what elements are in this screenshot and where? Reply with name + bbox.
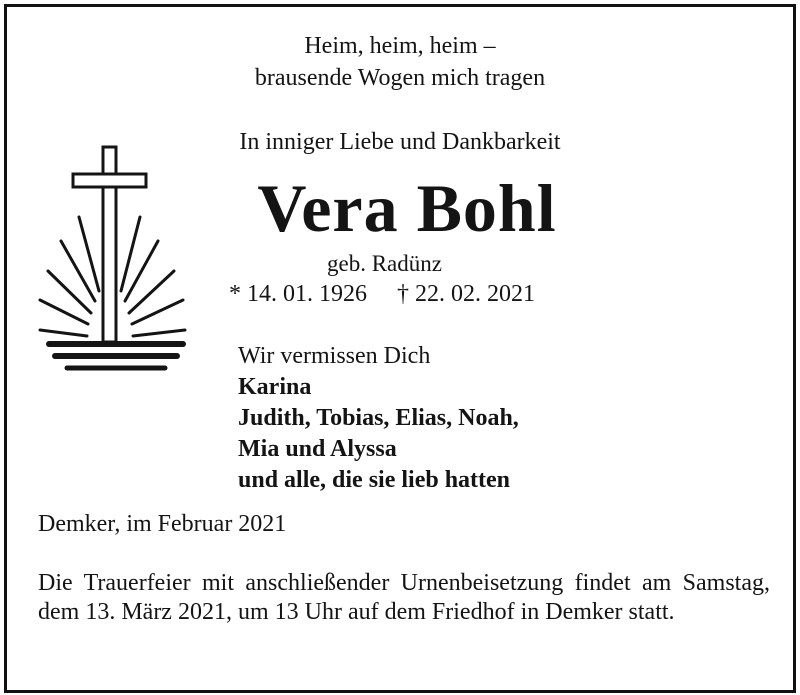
mourner-line: Judith, Tobias, Elias, Noah,: [238, 405, 519, 431]
poem-line-2: brausende Wogen mich tragen: [254, 65, 546, 91]
poem-line-1: Heim, heim, heim –: [304, 33, 496, 59]
dedication-line: In inniger Liebe und Dankbarkeit: [239, 129, 561, 155]
mourners-intro: Wir vermissen Dich: [238, 343, 431, 369]
mourner-line: Mia und Alyssa: [238, 436, 397, 462]
deceased-name: Vera Bohl: [257, 170, 557, 246]
obituary-notice: [4, 4, 796, 693]
maiden-name: geb. Radünz: [327, 251, 442, 276]
mourner-line: und alle, die sie lieb hatten: [238, 467, 511, 493]
life-dates: [229, 281, 535, 308]
mourner-line: Karina: [238, 374, 312, 400]
mourners-block: [238, 341, 519, 496]
death-date: † 22. 02. 2021: [397, 281, 535, 307]
funeral-announcement: Die Trauerfeier mit anschließender Urnenbeisetzung findet am Samstag, dem 13. März 2021, um 13 Uhr auf dem Friedhof in Demker statt.: [38, 570, 770, 625]
birth-date: * 14. 01. 1926: [229, 281, 367, 307]
cross-sunrise-icon: [33, 143, 203, 383]
place-date: Demker, im Februar 2021: [38, 511, 287, 537]
